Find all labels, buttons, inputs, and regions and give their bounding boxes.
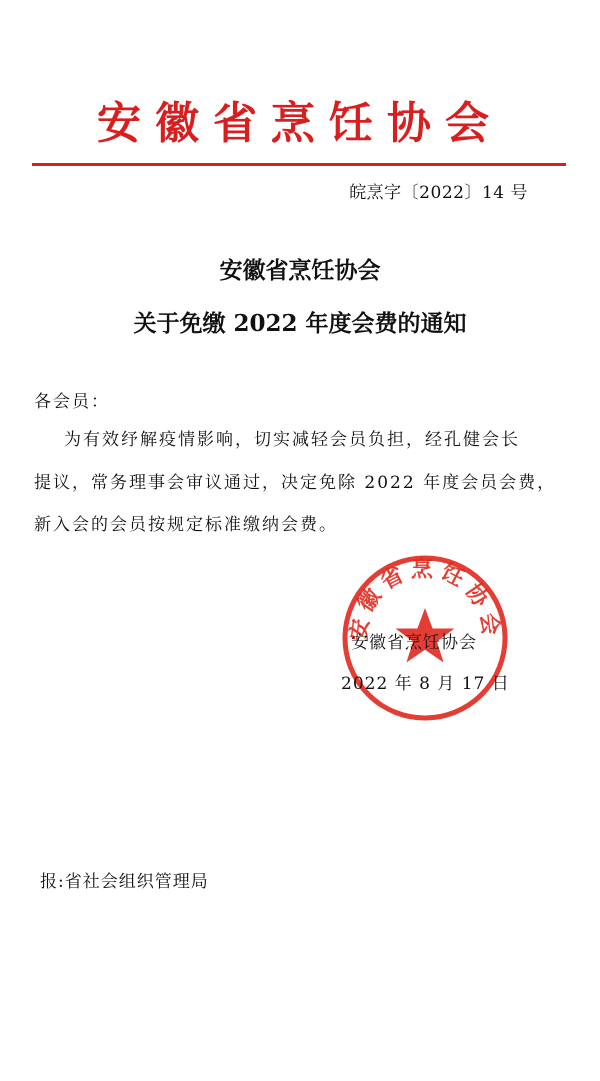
signature-org: 安徽省烹饪协会 <box>351 633 477 653</box>
document-title-line-1: 安徽省烹饪协会 <box>219 257 381 284</box>
salutation: 各会员： <box>34 392 110 412</box>
letterhead-org-name: 安徽省烹饪协会 <box>97 98 503 149</box>
document-number: 皖烹字〔2022〕14 号 <box>349 183 528 203</box>
seal-arc-text: 安徽省烹饪协会 <box>346 557 504 643</box>
document-title-line-2: 关于免缴 2022 年度会费的通知 <box>133 310 467 337</box>
letterhead-rule <box>32 163 566 166</box>
report-to: 报:省社会组织管理局 <box>40 872 209 892</box>
body-paragraph-line-1: 为有效纾解疫情影响，切实减轻会员负担，经孔健会长 <box>64 430 520 450</box>
body-paragraph-line-3: 新入会的会员按规定标准缴纳会费。 <box>34 515 338 535</box>
body-paragraph-line-2: 提议，常务理事会审议通过，决定免除 2022 年度会员会费， <box>34 473 557 493</box>
signature-date: 2022 年 8 月 17 日 <box>341 674 510 694</box>
